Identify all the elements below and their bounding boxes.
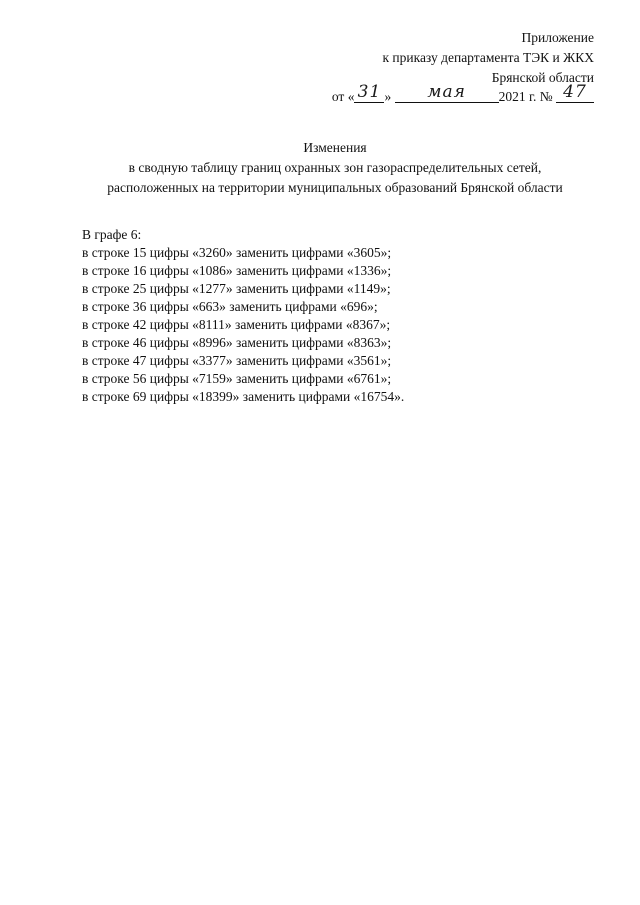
change-line: в строке 47 цифры «3377» заменить цифрами «3561»;: [82, 353, 392, 368]
handwritten-day: 31: [357, 82, 382, 102]
order-number-field: [556, 82, 594, 103]
appendix-label: Приложение: [521, 30, 594, 45]
appendix-header: [382, 28, 594, 88]
date-prefix: от «: [331, 89, 355, 104]
region-name: Брянской области: [491, 70, 594, 85]
order-date-line: [331, 82, 594, 107]
document-title: [0, 138, 640, 198]
change-line: в строке 15 цифры «3260» заменить цифрами «3605»;: [82, 245, 392, 260]
change-line: в строке 42 цифры «8111» заменить цифрами «8367»;: [82, 317, 391, 332]
handwritten-month: мая: [427, 82, 466, 102]
title-heading: Изменения: [303, 140, 367, 155]
change-line: в строке 46 цифры «8996» заменить цифрами «8363»;: [82, 335, 392, 350]
change-line: в строке 56 цифры «7159» заменить цифрами «6761»;: [82, 371, 392, 386]
change-line: в строке 69 цифры «18399» заменить цифрами «16754».: [82, 389, 405, 404]
handwritten-order-number: 47: [563, 82, 587, 102]
title-line-2: в сводную таблицу границ охранных зон газораспределительных сетей,: [128, 160, 542, 175]
year-and-number-label: 2021 г. №: [498, 89, 553, 104]
month-field: [395, 82, 499, 103]
change-line: в строке 36 цифры «663» заменить цифрами «696»;: [82, 299, 378, 314]
day-field: [354, 82, 384, 103]
changes-intro: В графе 6:: [82, 227, 142, 242]
change-line: в строке 16 цифры «1086» заменить цифрами «1336»;: [82, 263, 392, 278]
order-reference: к приказу департамента ТЭК и ЖКХ: [382, 50, 594, 65]
change-line: в строке 25 цифры «1277» заменить цифрами «1149»;: [82, 281, 391, 296]
date-mid: »: [384, 89, 392, 104]
title-line-3: расположенных на территории муниципальных образований Брянской области: [107, 180, 563, 195]
changes-body: [82, 226, 404, 406]
